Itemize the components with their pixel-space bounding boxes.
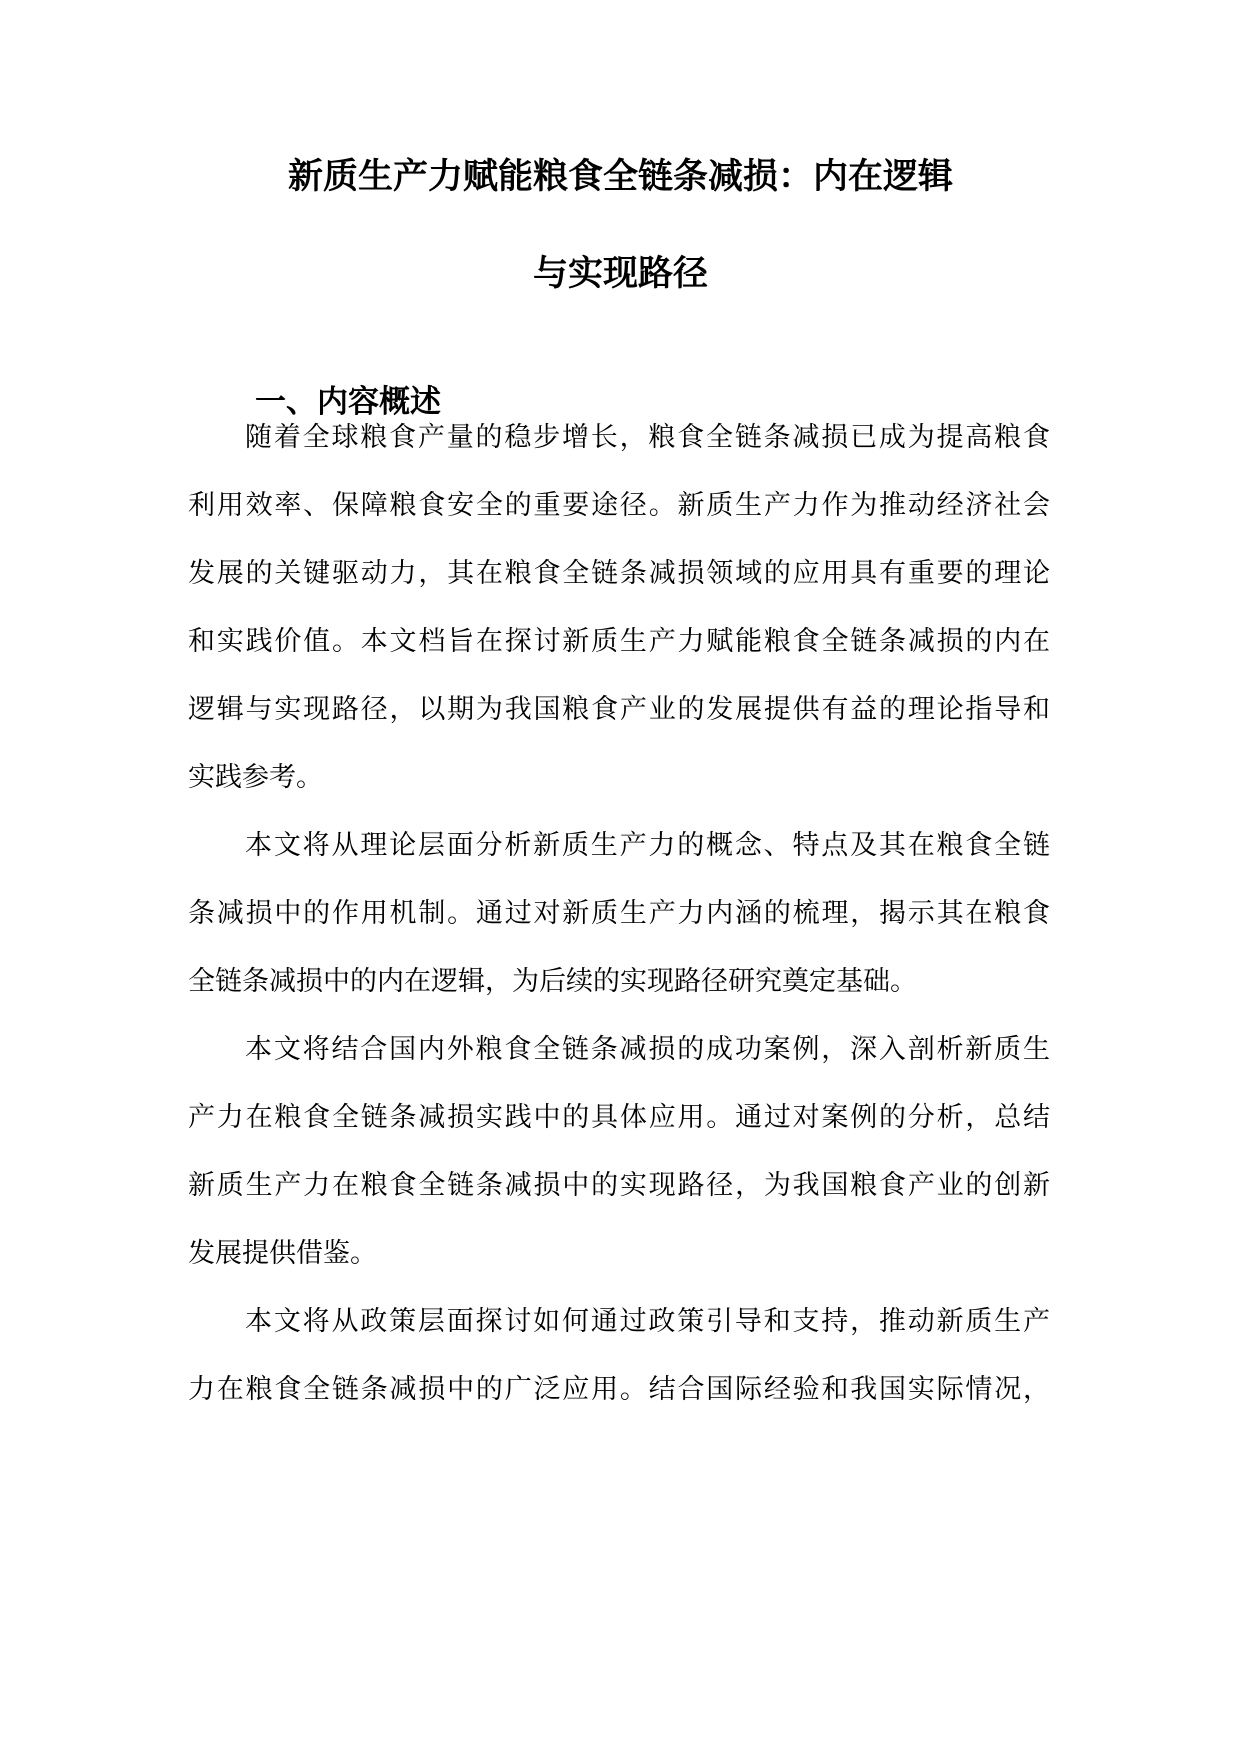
paragraph-4-line-1: 本文将从政策层面探讨如何通过政策引导和支持，推动新质生产 <box>245 1306 1050 1337</box>
paragraph-1-line-3: 发展的关键驱动力，其在粮食全链条减损领域的应用具有重要的理论 <box>188 558 1050 589</box>
document-title-line-2: 与实现路径 <box>532 254 708 294</box>
paragraph-1-line-2: 利用效率、保障粮食安全的重要途径。新质生产力作为推动经济社会 <box>188 490 1050 521</box>
paragraph-1-line-1: 随着全球粮食产量的稳步增长，粮食全链条减损已成为提高粮食 <box>245 422 1050 453</box>
paragraph-3-line-2: 产力在粮食全链条减损实践中的具体应用。通过对案例的分析，总结 <box>188 1102 1050 1133</box>
paragraph-1-line-5: 逻辑与实现路径，以期为我国粮食产业的发展提供有益的理论指导和 <box>188 694 1050 725</box>
paragraph-1-line-4: 和实践价值。本文档旨在探讨新质生产力赋能粮食全链条减损的内在 <box>188 626 1050 657</box>
paragraph-2-line-2: 条减损中的作用机制。通过对新质生产力内涵的梳理，揭示其在粮食 <box>188 898 1050 929</box>
paragraph-3-line-3: 新质生产力在粮食全链条减损中的实现路径，为我国粮食产业的创新 <box>188 1170 1050 1201</box>
paragraph-2-line-3: 全链条减损中的内在逻辑，为后续的实现路径研究奠定基础。 <box>188 966 917 997</box>
paragraph-1-line-6: 实践参考。 <box>188 762 323 793</box>
paragraph-2-line-1: 本文将从理论层面分析新质生产力的概念、特点及其在粮食全链 <box>245 830 1050 861</box>
document-title-line-1: 新质生产力赋能粮食全链条减损：内在逻辑 <box>287 157 953 197</box>
paragraph-4-line-2: 力在粮食全链条减损中的广泛应用。结合国际经验和我国实际情况， <box>188 1374 1050 1405</box>
paragraph-3-line-4: 发展提供借鉴。 <box>188 1238 377 1269</box>
section-heading: 一、内容概述 <box>255 384 441 420</box>
paragraph-3-line-1: 本文将结合国内外粮食全链条减损的成功案例，深入剖析新质生 <box>245 1034 1050 1065</box>
